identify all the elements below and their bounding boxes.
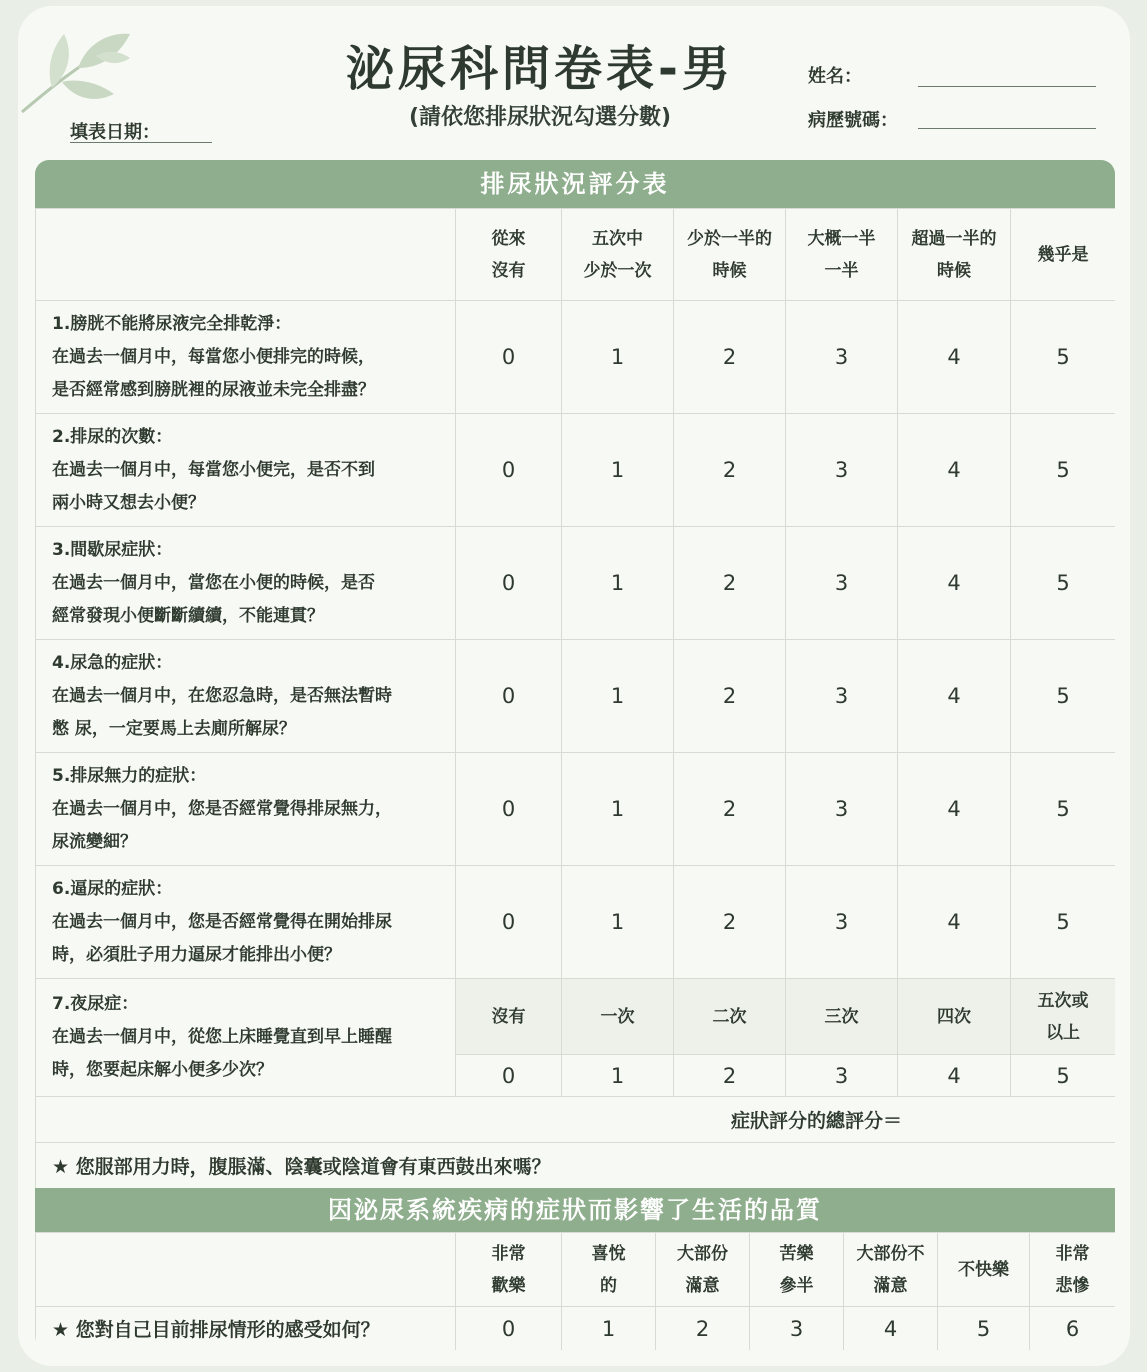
column-header-line: 不快樂 — [958, 1259, 1009, 1280]
extra-question-row — [36, 1143, 1116, 1189]
column-header-line: 歡樂 — [491, 1275, 526, 1296]
score-option[interactable]: 2 — [656, 1307, 750, 1351]
score-option[interactable]: 4 — [898, 414, 1011, 527]
score-option[interactable]: 2 — [674, 301, 786, 414]
question-text-line: 尿流變細？ — [52, 831, 137, 852]
column-header-line: 少於一半的 — [687, 228, 772, 249]
question-row-7-options — [36, 979, 1116, 1055]
option-label-line: 以上 — [1046, 1022, 1080, 1043]
section-title-quality-of-life: 因泌尿系統疾病的症狀而影響了生活的品質 — [35, 1188, 1115, 1232]
column-header-line: 時候 — [712, 260, 747, 281]
table-header-row — [36, 1233, 1116, 1307]
score-option[interactable]: 0 — [456, 866, 562, 979]
option-label-line: 一次 — [600, 1006, 635, 1027]
column-header — [1030, 1233, 1116, 1307]
question-text-line: 在過去一個月中，每當您小便完，是否不到 — [52, 459, 375, 480]
question-text-line: 在過去一個月中，每當您小便排完的時候， — [52, 346, 375, 367]
column-header-line: 非常 — [491, 1243, 526, 1264]
score-option[interactable]: 0 — [456, 1307, 562, 1351]
table-header-row — [36, 209, 1116, 301]
column-header — [786, 209, 898, 301]
question-text-line: 在過去一個月中，從您上床睡覺直到早上睡醒 — [52, 1027, 392, 1047]
column-header-line: 大概一半 — [807, 228, 876, 249]
question-text-line: 憋 尿，一定要馬上去廁所解尿？ — [52, 718, 296, 739]
leaf-decoration-icon — [18, 20, 138, 115]
column-header-line: 參半 — [779, 1275, 814, 1296]
question-text-line: 在過去一個月中，您是否經常覺得在開始排尿 — [52, 911, 392, 932]
score-option[interactable]: 1 — [562, 414, 674, 527]
column-header-line: 時候 — [937, 260, 971, 281]
question-row — [36, 414, 1116, 527]
option-label — [786, 979, 898, 1055]
score-option[interactable]: 3 — [786, 527, 898, 640]
score-option[interactable]: 6 — [1030, 1307, 1116, 1351]
option-label — [674, 979, 786, 1055]
option-label-line: 沒有 — [491, 1006, 526, 1027]
symptom-score-table — [35, 208, 1115, 1189]
header-blank-cell — [36, 1233, 456, 1307]
option-label — [562, 979, 674, 1055]
option-label — [1011, 979, 1116, 1055]
score-option[interactable]: 4 — [898, 640, 1011, 753]
score-option[interactable]: 1 — [562, 1307, 656, 1351]
question-text-line: 在過去一個月中，您是否經常覺得排尿無力， — [52, 798, 392, 819]
score-option[interactable]: 1 — [562, 753, 674, 866]
score-option[interactable]: 5 — [1011, 527, 1116, 640]
score-option[interactable]: 3 — [786, 753, 898, 866]
column-header-line: 五次中 — [592, 228, 643, 249]
column-header-line: 從來 — [491, 228, 526, 249]
column-header-line: 的 — [600, 1275, 617, 1296]
column-header — [898, 209, 1011, 301]
score-option[interactable]: 1 — [562, 527, 674, 640]
question-text-line: 7.夜尿症： — [52, 994, 139, 1014]
total-score-label: 症狀評分的總評分＝ — [36, 1097, 1116, 1143]
score-option[interactable]: 2 — [674, 753, 786, 866]
question-text — [36, 753, 456, 866]
score-option[interactable]: 3 — [786, 1055, 898, 1097]
question-text-line: 6.逼尿的症狀： — [52, 878, 173, 899]
column-header-line: 一半 — [824, 260, 859, 281]
score-option[interactable]: 0 — [456, 301, 562, 414]
column-header-line: 幾乎是 — [1037, 244, 1089, 265]
question-text — [36, 866, 456, 979]
score-option[interactable]: 5 — [1011, 301, 1116, 414]
score-option[interactable]: 5 — [1011, 753, 1116, 866]
column-header-line: 非常 — [1055, 1243, 1090, 1264]
question-row — [36, 640, 1116, 753]
score-option[interactable]: 1 — [562, 1055, 674, 1097]
question-text-line: 兩小時又想去小便？ — [52, 492, 205, 513]
score-option[interactable]: 5 — [1011, 640, 1116, 753]
score-option[interactable]: 4 — [898, 866, 1011, 979]
question-text-line: 經常發現小便斷斷續續，不能連貫？ — [52, 605, 324, 626]
question-text — [36, 640, 456, 753]
question-text-line: 在過去一個月中，在您忍急時，是否無法暫時 — [52, 685, 392, 706]
question-text-line: 2.排尿的次數： — [52, 426, 173, 447]
column-header-line: 滿意 — [873, 1275, 908, 1296]
score-option[interactable]: 2 — [674, 527, 786, 640]
question-row — [36, 301, 1116, 414]
section-title-symptom-score: 排尿狀況評分表 — [35, 160, 1115, 208]
score-option[interactable]: 0 — [456, 640, 562, 753]
score-option[interactable]: 4 — [898, 527, 1011, 640]
score-option[interactable]: 5 — [1011, 1055, 1116, 1097]
name-field[interactable] — [918, 86, 1096, 87]
column-header — [656, 1233, 750, 1307]
score-option[interactable]: 0 — [456, 414, 562, 527]
score-option[interactable]: 3 — [786, 640, 898, 753]
score-option[interactable]: 4 — [898, 753, 1011, 866]
score-option[interactable]: 5 — [1011, 414, 1116, 527]
record-number-label: 病歷號碼： — [808, 110, 898, 131]
column-header-line: 滿意 — [685, 1275, 720, 1296]
name-label: 姓名： — [808, 66, 862, 87]
fill-date-label: 填表日期： — [70, 122, 160, 143]
column-header — [562, 1233, 656, 1307]
record-number-field[interactable] — [918, 128, 1096, 129]
question-text-line: 是否經常感到膀胱裡的尿液並未完全排盡？ — [52, 379, 375, 400]
column-header-line: 沒有 — [491, 260, 526, 281]
score-option[interactable]: 5 — [1011, 866, 1116, 979]
question-text-line: 時，必須肚子用力逼尿才能排出小便？ — [52, 944, 341, 965]
question-text — [36, 414, 456, 527]
score-option[interactable]: 0 — [456, 527, 562, 640]
option-label — [456, 979, 562, 1055]
score-option[interactable]: 1 — [562, 301, 674, 414]
score-option[interactable]: 3 — [750, 1307, 844, 1351]
question-row — [36, 866, 1116, 979]
quality-of-life-table — [35, 1232, 1115, 1350]
question-text-line: 3.間歇尿症狀： — [52, 539, 173, 560]
score-option[interactable]: 2 — [674, 414, 786, 527]
fill-date-field[interactable] — [70, 142, 212, 143]
question-text-line: 4.尿急的症狀： — [52, 652, 173, 673]
column-header — [456, 1233, 562, 1307]
header-blank-cell — [36, 209, 456, 301]
score-option[interactable]: 1 — [562, 866, 674, 979]
column-header — [456, 209, 562, 301]
quality-question-text: ★ 您對自己目前排尿情形的感受如何？ — [36, 1307, 456, 1351]
question-text-line: 時，您要起床解小便多少次？ — [52, 1060, 273, 1080]
total-score-row — [36, 1097, 1116, 1143]
question-text — [36, 979, 456, 1097]
question-row — [36, 527, 1116, 640]
column-header-line: 苦樂 — [779, 1243, 814, 1264]
extra-question-text: ★ 您服部用力時，腹脹滿、陰囊或陰道會有東西鼓出來嗎？ — [36, 1143, 1116, 1189]
question-text — [36, 527, 456, 640]
question-text-line: 5.排尿無力的症狀： — [52, 765, 207, 786]
column-header — [750, 1233, 844, 1307]
column-header — [938, 1233, 1030, 1307]
score-option[interactable]: 2 — [674, 640, 786, 753]
question-text-line: 在過去一個月中，當您在小便的時候，是否 — [52, 572, 375, 593]
score-option[interactable]: 2 — [674, 866, 786, 979]
column-header-line: 悲慘 — [1055, 1275, 1090, 1296]
column-header — [844, 1233, 938, 1307]
score-option[interactable]: 2 — [674, 1055, 786, 1097]
column-header-line: 大部份 — [677, 1243, 728, 1264]
option-label — [898, 979, 1011, 1055]
score-option[interactable]: 4 — [844, 1307, 938, 1351]
score-option[interactable]: 4 — [898, 1055, 1011, 1097]
form-subtitle: (請依您排尿狀況勾選分數) — [408, 105, 672, 130]
column-header-line: 少於一次 — [583, 260, 652, 281]
column-header-line: 喜悅 — [591, 1243, 626, 1264]
score-option[interactable]: 0 — [456, 753, 562, 866]
score-option[interactable]: 0 — [456, 1055, 562, 1097]
score-option[interactable]: 1 — [562, 640, 674, 753]
option-label-line: 三次 — [824, 1006, 859, 1027]
option-label-line: 四次 — [937, 1006, 971, 1027]
score-option[interactable]: 3 — [786, 414, 898, 527]
option-label-line: 二次 — [712, 1006, 747, 1027]
score-option[interactable]: 3 — [786, 301, 898, 414]
column-header — [1011, 209, 1116, 301]
score-option[interactable]: 5 — [938, 1307, 1030, 1351]
column-header — [674, 209, 786, 301]
score-option[interactable]: 3 — [786, 866, 898, 979]
question-text-line: 1.膀胱不能將尿液完全排乾淨： — [52, 313, 292, 334]
form-title: 泌尿科問卷表-男 — [346, 41, 734, 97]
question-text — [36, 301, 456, 414]
column-header-line: 超過一半的 — [911, 228, 997, 249]
column-header-line: 大部份不 — [856, 1243, 925, 1264]
questionnaire-panel — [35, 160, 1115, 1350]
score-option[interactable]: 4 — [898, 301, 1011, 414]
question-row — [36, 753, 1116, 866]
question-row — [36, 1307, 1116, 1351]
option-label-line: 五次或 — [1037, 990, 1089, 1011]
column-header — [562, 209, 674, 301]
